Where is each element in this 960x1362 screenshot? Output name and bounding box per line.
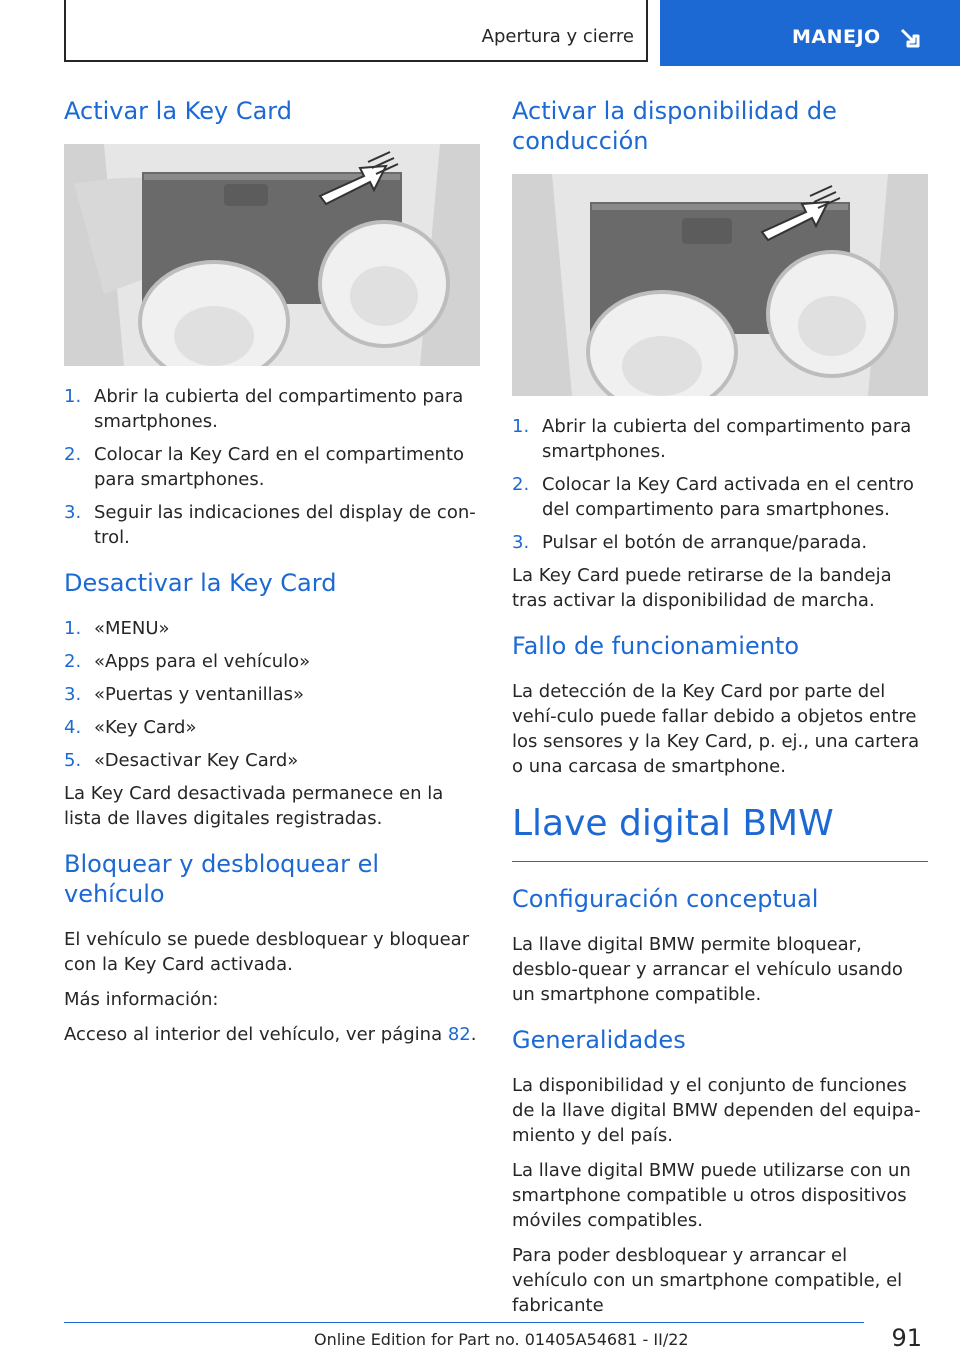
step-number: 2. [64, 651, 82, 672]
config-text: La llave digital BMW permite bloquear, desblo‐quear y arrancar el vehículo usando un smartphone compatible. [512, 934, 903, 1005]
step-text: Colocar la Key Card activada en el centro del compartimento para smartphones. [542, 474, 914, 520]
more-info-label: Más información: [64, 989, 219, 1010]
desactivar-steps-list [64, 616, 480, 773]
list-item [64, 682, 480, 707]
step-number: 2. [512, 474, 530, 495]
heading-configuracion: Configuración conceptual [512, 885, 819, 913]
left-column [64, 96, 480, 1057]
footer-edition: Online Edition for Part no. 01405A54681 - II/22 [314, 1330, 689, 1349]
step-text: «Puertas y ventanillas» [94, 684, 305, 705]
list-item [512, 414, 928, 464]
smartphone-compartment-illustration [512, 174, 928, 396]
page-number: 91 [891, 1324, 922, 1352]
chapter-title: MANEJO [792, 26, 881, 48]
list-item [512, 472, 928, 522]
running-header-section [64, 0, 648, 62]
step-text: Seguir las indicaciones del display de con‐trol. [94, 502, 476, 548]
desactivar-note: La Key Card desactivada permanece en la lista de llaves digitales registradas. [64, 783, 444, 829]
footer-divider [64, 1322, 864, 1323]
heading-fallo: Fallo de funcionamiento [512, 632, 800, 660]
step-text: «MENU» [94, 618, 170, 639]
step-number: 2. [64, 444, 82, 465]
reference-period: . [470, 1024, 477, 1045]
general-text-1: La disponibilidad y el conjunto de funciones de la llave digital BMW dependen del equipa‐miento y del país. [512, 1075, 921, 1146]
general-text-2: La llave digital BMW puede utilizarse con un smartphone compatible u otros dispositivos móviles compatibles. [512, 1160, 911, 1231]
step-text: Abrir la cubierta del compartimento para smartphones. [94, 386, 464, 432]
list-item [64, 442, 480, 492]
heading-activar-key-card: Activar la Key Card [64, 97, 292, 125]
list-item [64, 715, 480, 740]
heading-desactivar-key-card: Desactivar la Key Card [64, 569, 337, 597]
list-item [64, 649, 480, 674]
step-text: «Desactivar Key Card» [94, 750, 299, 771]
step-text: «Apps para el vehículo» [94, 651, 311, 672]
step-number: 3. [64, 502, 82, 523]
step-number: 1. [64, 386, 82, 407]
activar-steps-list [64, 384, 480, 550]
steering-hand-icon [898, 26, 920, 48]
list-item [64, 748, 480, 773]
step-text: Colocar la Key Card en el compartimento para smartphones. [94, 444, 465, 490]
step-number: 1. [64, 618, 82, 639]
list-item [64, 384, 480, 434]
step-number: 3. [64, 684, 82, 705]
heading-llave-digital: Llave digital BMW [512, 803, 834, 844]
section-divider [512, 861, 928, 862]
bloquear-text: El vehículo se puede desbloquear y bloquear con la Key Card activada. [64, 929, 470, 975]
list-item [64, 500, 480, 550]
list-item [64, 616, 480, 641]
section-title: Apertura y cierre [481, 26, 634, 47]
step-number: 5. [64, 750, 82, 771]
step-number: 1. [512, 416, 530, 437]
page-link[interactable]: 82 [447, 1024, 471, 1045]
chapter-tab[interactable] [660, 0, 960, 66]
list-item [512, 530, 928, 555]
right-column [512, 96, 928, 1328]
step-text: «Key Card» [94, 717, 197, 738]
heading-disponibilidad: Activar la disponibilidad de conducción [512, 97, 837, 155]
reference-text: Acceso al interior del vehículo, ver página [64, 1024, 443, 1045]
smartphone-compartment-illustration [64, 144, 480, 366]
disponibilidad-steps-list [512, 414, 928, 555]
general-text-3: Para poder desbloquear y arrancar el vehículo con un smartphone compatible, el fabricante [512, 1245, 903, 1316]
heading-bloquear: Bloquear y desbloquear el vehículo [64, 850, 379, 908]
disponibilidad-note: La Key Card puede retirarse de la bandeja tras activar la disponibilidad de marcha. [512, 565, 892, 611]
page-reference [64, 1022, 480, 1047]
step-text: Pulsar el botón de arranque/parada. [542, 532, 868, 553]
fallo-text: La detección de la Key Card por parte del vehí‐culo puede fallar debido a objetos entre los sensores y la Key Card, p. ej., una cartera o una carcasa de smartphone. [512, 681, 920, 777]
step-number: 4. [64, 717, 82, 738]
step-number: 3. [512, 532, 530, 553]
heading-generalidades: Generalidades [512, 1026, 686, 1054]
step-text: Abrir la cubierta del compartimento para smartphones. [542, 416, 912, 462]
